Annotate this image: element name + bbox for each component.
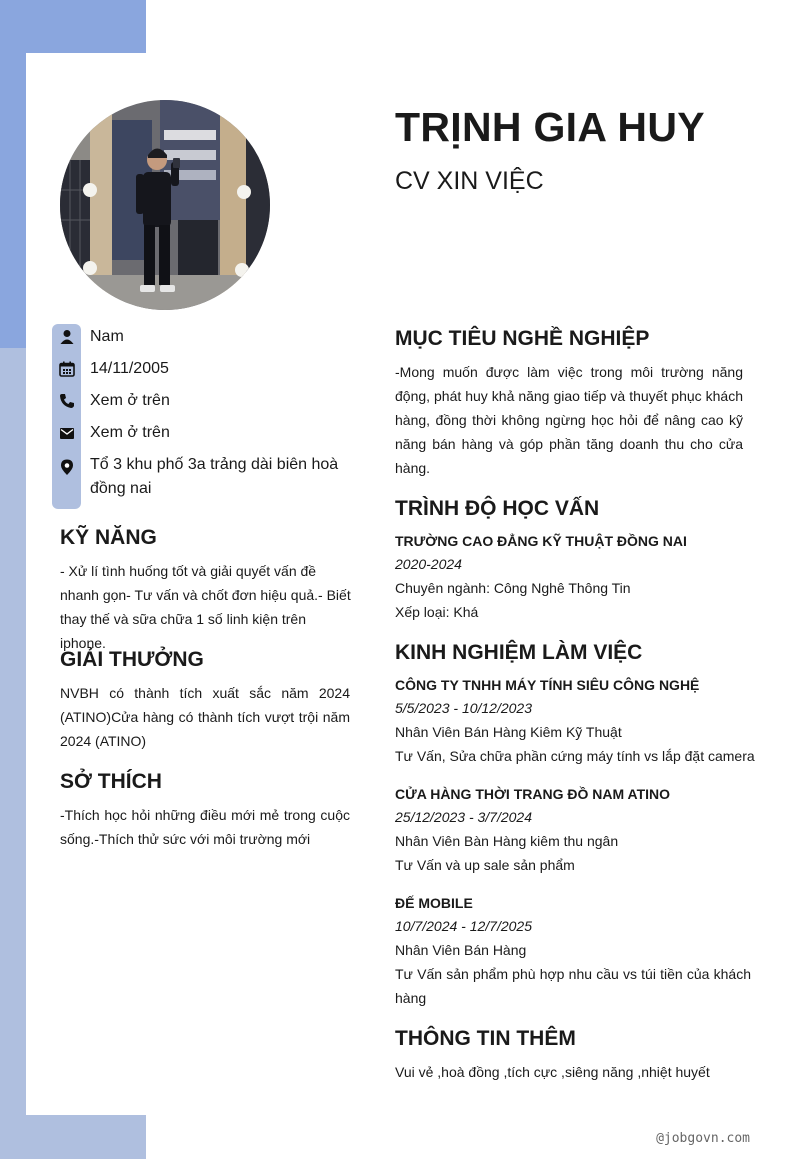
contact-birthday: 14/11/2005 [90,360,169,377]
job-period: 5/5/2023 - 10/12/2023 [395,700,533,716]
additional-text: Vui vẻ ,hoà đồng ,tích cực ,siêng năng ,nhiệt huyết [395,1064,710,1080]
objective-heading: MỤC TIÊU NGHỀ NGHIỆP [395,327,650,350]
education-grade: Xếp loại: Khá [395,604,479,620]
contact-gender: Nam [90,328,124,345]
contact-email: Xem ở trên [90,424,170,441]
location-pin-icon [58,458,76,476]
skills-heading: KỸ NĂNG [60,526,157,549]
job-position: Nhân Viên Bàn Hàng kiêm thu ngân [395,833,619,849]
hobbies-heading: SỞ THÍCH [60,770,162,793]
contact-address: Tổ 3 khu phố 3a trảng dài biên hoà đồng nai [90,456,339,497]
job-company: CÔNG TY TNHH MÁY TÍNH SIÊU CÔNG NGHỆ [395,677,700,693]
skills-text: - Xử lí tình huống tốt và giải quyết vấn đề nhanh gọn- Tư vấn và chốt đơn hiệu quả.- Biết thay thế và sữa chữa 1 số linh kiện trên iphone. [60,563,351,651]
email-icon [58,424,76,442]
job-description: Tư Vấn, Sửa chữa phần cứng máy tính vs lắp đặt camera [395,748,755,764]
job-description: Tư Vấn sản phẩm phù hợp nhu cầu vs túi tiền của khách hàng [395,966,751,1006]
job-period: 25/12/2023 - 3/7/2024 [395,809,533,825]
job-description: Tư Vấn và up sale sản phẩm [395,857,575,873]
education-major: Chuyên ngành: Công Nghê Thông Tin [395,580,631,596]
job-position: Nhân Viên Bán Hàng Kiêm Kỹ Thuật [395,724,622,740]
contact-phone: Xem ở trên [90,392,170,409]
job-period: 10/7/2024 - 12/7/2025 [395,918,533,934]
watermark: @jobgovn.com [656,1131,750,1146]
hobbies-text: -Thích học hỏi những điều mới mẻ trong cuộc sống.-Thích thử sức với môi trường mới [60,807,350,847]
job-company: CỬA HÀNG THỜI TRANG ĐỒ NAM ATINO [395,786,671,802]
job-position: Nhân Viên Bán Hàng [395,942,527,958]
objective-text: -Mong muốn được làm việc trong môi trường năng động, phát huy khả năng giao tiếp và thuyết phục khách hàng, đồng thời không ngừng học hỏi để nâng cao kỹ năng bán hàng và góp phần tăng doanh thu cho cửa hàng. [395,364,743,476]
profile-photo [60,100,270,310]
phone-icon [58,392,76,410]
experience-heading: KINH NGHIỆM LÀM VIỆC [395,641,643,664]
additional-heading: THÔNG TIN THÊM [395,1027,576,1050]
calendar-icon [58,360,76,378]
cv-title: CV XIN VIỆC [395,167,544,195]
awards-text: NVBH có thành tích xuất sắc năm 2024 (ATINO)Cửa hàng có thành tích vượt trội năm 2024 (ATINO) [60,685,350,749]
person-icon [58,328,76,346]
education-heading: TRÌNH ĐỘ HỌC VẤN [395,497,600,520]
awards-heading: GIẢI THƯỞNG [60,648,204,671]
education-school: TRƯỜNG CAO ĐẲNG KỸ THUẬT ĐỒNG NAI [395,533,687,549]
education-period: 2020-2024 [395,556,462,572]
job-company: ĐẾ MOBILE [395,895,473,911]
candidate-name: TRỊNH GIA HUY [395,104,705,150]
contact-icon-bar [52,324,81,509]
